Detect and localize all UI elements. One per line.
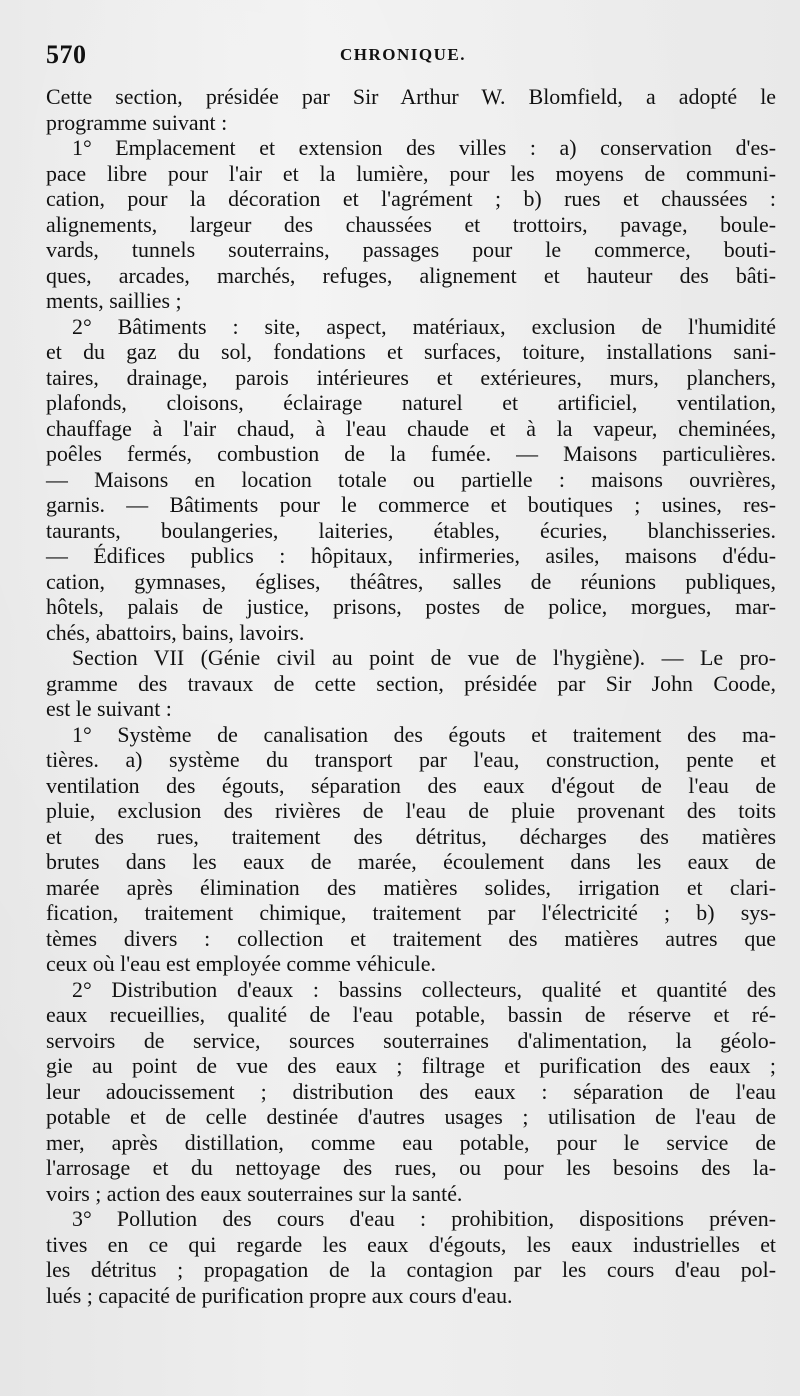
page-header bbox=[46, 40, 760, 72]
text-line: cation, pour la décoration et l'agrément ; b) rues et chaussées : bbox=[46, 186, 776, 211]
text-line: 2° Bâtiments : site, aspect, matériaux, exclusion de l'humidité bbox=[72, 313, 776, 339]
text-line: taires, drainage, parois intérieures et extérieures, murs, planchers, bbox=[46, 364, 776, 390]
text-line: taurants, boulangeries, laiteries, étables, écuries, blanchisseries. bbox=[46, 517, 776, 543]
text-line: 2° Distribution d'eaux : bassins collecteurs, qualité et quantité des bbox=[72, 976, 776, 1002]
page-number: 570 bbox=[46, 40, 87, 69]
text-line: tières. a) système du transport par l'eau, construction, pente et bbox=[46, 747, 776, 772]
text-line: potable et de celle destinée d'autres usages ; utilisation de l'eau de bbox=[46, 1104, 776, 1129]
text-line: 1° Emplacement et extension des villes : a) conservation d'es- bbox=[72, 135, 776, 160]
text-line: alignements, largeur des chaussées et trottoirs, pavage, boule- bbox=[46, 211, 776, 237]
body-text bbox=[46, 84, 776, 1308]
text-line: lués ; capacité de purification propre aux cours d'eau. bbox=[46, 1282, 513, 1308]
text-line: est le suivant : bbox=[46, 696, 172, 721]
text-line: et du gaz du sol, fondations et surfaces, toiture, installations sani- bbox=[46, 339, 776, 364]
text-line: ventilation des égouts, séparation des eaux d'égout de l'eau de bbox=[46, 772, 776, 798]
text-line: pluie, exclusion des rivières de l'eau de pluie provenant des toits bbox=[46, 798, 776, 823]
text-line: voirs ; action des eaux souterraines sur la santé. bbox=[46, 1180, 463, 1206]
text-line: 1° Système de canalisation des égouts et traitement des ma- bbox=[72, 721, 776, 747]
text-line: programme suivant : bbox=[46, 109, 228, 135]
text-line: chés, abattoirs, bains, lavoirs. bbox=[46, 619, 305, 645]
text-line: fication, traitement chimique, traitement par l'électricité ; b) sys- bbox=[46, 900, 776, 925]
text-line: et des rues, traitement des détritus, décharges des matières bbox=[46, 823, 776, 849]
text-line: marée après élimination des matières solides, irrigation et clari- bbox=[46, 874, 776, 900]
text-line: — Édifices publics : hôpitaux, infirmeries, asiles, maisons d'édu- bbox=[46, 543, 776, 568]
text-line: cation, gymnases, églises, théâtres, salles de réunions publiques, bbox=[46, 568, 776, 594]
text-line: servoirs de service, sources souterraines d'alimentation, la géolo- bbox=[46, 1027, 776, 1053]
text-line: poêles fermés, combustion de la fumée. — Maisons particulières. bbox=[46, 441, 776, 466]
text-line: ments, saillies ; bbox=[46, 288, 182, 313]
text-line: leur adoucissement ; distribution des eaux : séparation de l'eau bbox=[46, 1078, 776, 1104]
text-line: — Maisons en location totale ou partielle : maisons ouvrières, bbox=[46, 466, 776, 492]
text-line: gramme des travaux de cette section, présidée par Sir John Coode, bbox=[46, 670, 776, 696]
text-line: eaux recueillies, qualité de l'eau potable, bassin de réserve et ré- bbox=[46, 1002, 776, 1027]
text-line: garnis. — Bâtiments pour le commerce et boutiques ; usines, res- bbox=[46, 492, 776, 517]
running-head: CHRONIQUE. bbox=[340, 45, 466, 64]
text-line: tèmes divers : collection et traitement des matières autres que bbox=[46, 925, 776, 951]
text-line: plafonds, cloisons, éclairage naturel et artificiel, ventilation, bbox=[46, 390, 776, 415]
text-line: ques, arcades, marchés, refuges, alignement et hauteur des bâti- bbox=[46, 262, 776, 288]
text-line: ceux où l'eau est employée comme véhicule. bbox=[46, 951, 436, 976]
text-line: les détritus ; propagation de la contagion par les cours d'eau pol- bbox=[46, 1257, 776, 1282]
text-line: gie au point de vue des eaux ; filtrage et purification des eaux ; bbox=[46, 1053, 776, 1078]
text-line: hôtels, palais de justice, prisons, postes de police, morgues, mar- bbox=[46, 594, 776, 619]
text-line: vards, tunnels souterrains, passages pour le commerce, bouti- bbox=[46, 237, 776, 262]
text-line: Cette section, présidée par Sir Arthur W. Blomfield, a adopté le bbox=[46, 84, 776, 109]
text-line: pace libre pour l'air et la lumière, pour les moyens de communi- bbox=[46, 160, 776, 186]
text-line: Section VII (Génie civil au point de vue de l'hygiène). — Le pro- bbox=[72, 645, 776, 670]
text-line: l'arrosage et du nettoyage des rues, ou pour les besoins des la- bbox=[46, 1155, 776, 1180]
text-line: 3° Pollution des cours d'eau : prohibition, dispositions préven- bbox=[72, 1206, 776, 1231]
text-line: brutes dans les eaux de marée, écoulement dans les eaux de bbox=[46, 849, 776, 874]
text-line: tives en ce qui regarde les eaux d'égouts, les eaux industrielles et bbox=[46, 1231, 776, 1257]
text-line: chauffage à l'air chaud, à l'eau chaude et à la vapeur, cheminées, bbox=[46, 415, 776, 441]
text-line: mer, après distillation, comme eau potable, pour le service de bbox=[46, 1129, 776, 1155]
